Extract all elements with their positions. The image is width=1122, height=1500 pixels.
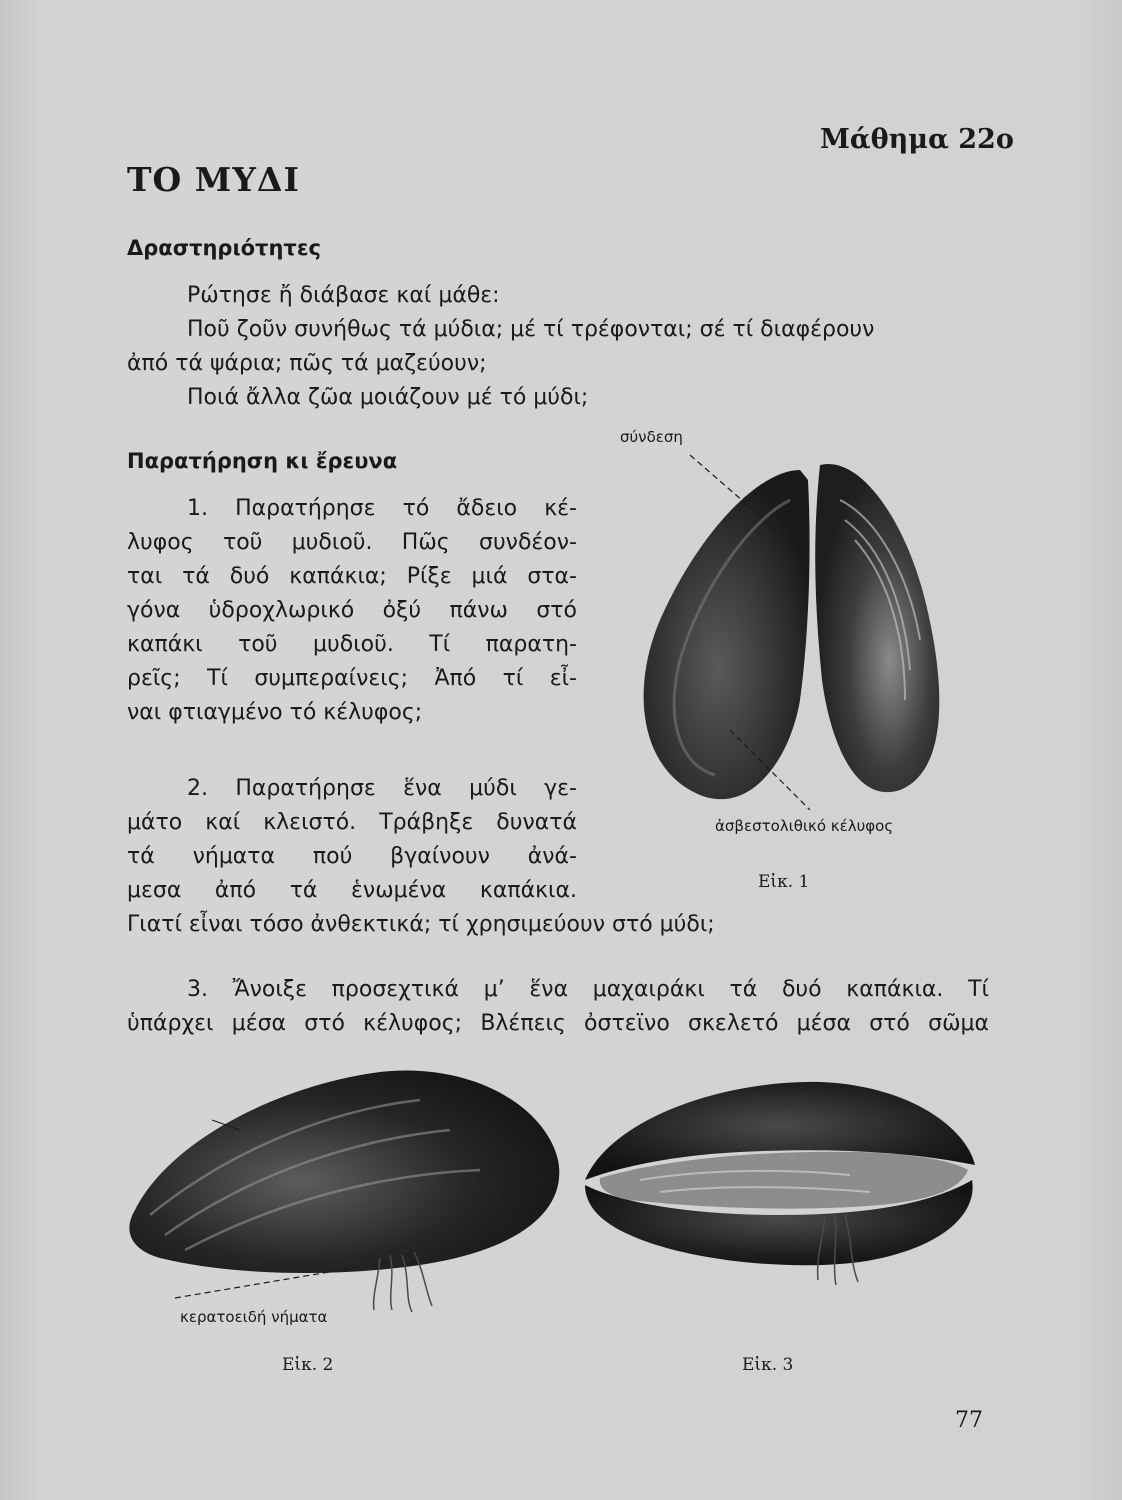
fig3-caption: Εἰκ. 3 xyxy=(742,1355,794,1375)
fig2-caption: Εἰκ. 2 xyxy=(282,1355,334,1375)
item1-line: ται τά δυό καπάκια; Ρίξε μιά στα- xyxy=(127,564,577,589)
item2-line: μάτο καί κλειστό. Τράβηξε δυνατά xyxy=(127,810,577,835)
item1-line: ναι φτιαγμένο τό κέλυφος; xyxy=(127,700,423,725)
item2-line: μεσα ἀπό τά ἑνωμένα καπάκια. xyxy=(127,878,577,903)
page-title: ΤΟ ΜΥΔΙ xyxy=(127,160,300,199)
activities-line-1: Ρώτησε ἤ διάβασε καί μάθε: xyxy=(187,283,500,308)
fig1-caption: Εἰκ. 1 xyxy=(758,872,810,892)
activities-line-2: Ποῦ ζοῦν συνήθως τά μύδια; μέ τί τρέφονται; σέ τί διαφέρουν xyxy=(187,317,875,342)
activities-heading: Δραστηριότητες xyxy=(127,236,321,260)
item3-line: ὑπάρχει μέσα στό κέλυφος; Βλέπεις ὀστεϊνο σκελετό μέσα στό σῶμα xyxy=(127,1011,989,1036)
item1-line: γόνα ὑδροχλωρικό ὀξύ πάνω στό xyxy=(127,598,577,623)
lesson-number: Μάθημα 22ο xyxy=(820,124,1014,155)
item1-line: 1. Παρατήρησε τό ἄδειο κέ- xyxy=(187,496,577,521)
activities-line-4: Ποιά ἄλλα ζῶα μοιάζουν μέ τό μύδι; xyxy=(187,385,589,410)
fig1-label-joint: σύνδεση xyxy=(620,428,683,446)
item1-line: ρεῖς; Τί συμπεραίνεις; Ἀπό τί εἶ- xyxy=(127,666,577,691)
item1-line: λυφος τοῦ μυδιοῦ. Πῶς συνδέον- xyxy=(127,530,577,555)
item2-line: 2. Παρατήρησε ἕνα μύδι γε- xyxy=(187,776,577,801)
item2-line: τά νήματα πού βγαίνουν ἀνά- xyxy=(127,844,577,869)
fig2-label-threads: κερατοειδή νήματα xyxy=(180,1308,328,1326)
fig1-label-shell: ἀσβεστολιθικό κέλυφος xyxy=(715,817,894,835)
research-heading: Παρατήρηση κι ἔρευνα xyxy=(127,449,398,473)
item3-line: 3. Ἄνοιξε προσεχτικά μ’ ἕνα μαχαιράκι τά δυό καπάκια. Τί xyxy=(187,977,989,1002)
item1-line: καπάκι τοῦ μυδιοῦ. Τί παρατη- xyxy=(127,632,577,657)
item2-last-line: Γιατί εἶναι τόσο ἀνθεκτικά; τί χρησιμεύουν στό μύδι; xyxy=(127,912,715,937)
activities-line-3: ἀπό τά ψάρια; πῶς τά μαζεύουν; xyxy=(127,351,487,376)
page-number: 77 xyxy=(955,1408,983,1433)
